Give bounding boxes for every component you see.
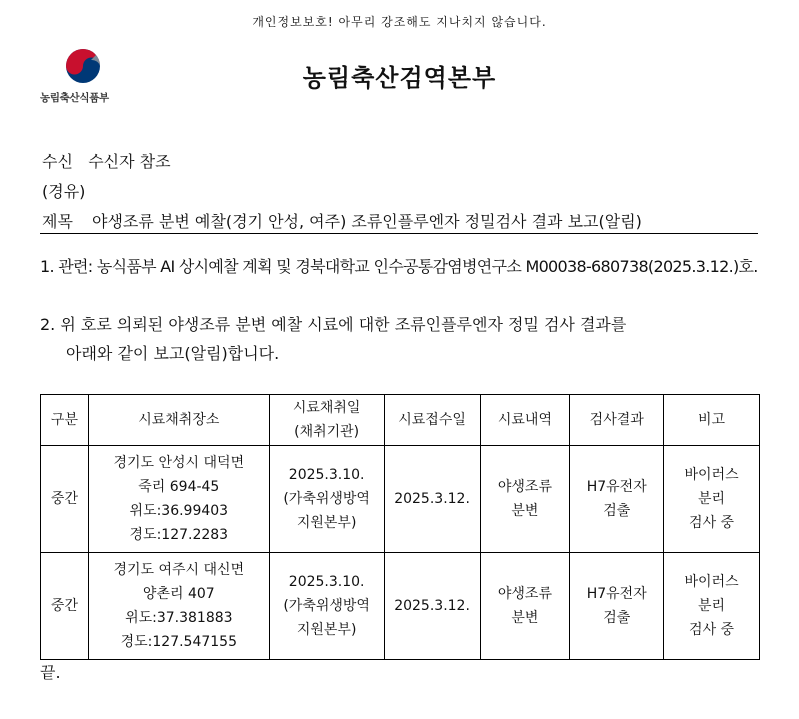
longitude: 경도:127.2283 bbox=[129, 527, 229, 543]
location-line: 경기도 여주시 대신면 bbox=[113, 562, 245, 578]
note-line: 바이러스 bbox=[684, 467, 739, 483]
header-received: 시료접수일 bbox=[384, 395, 480, 446]
note-line: 분리 bbox=[698, 598, 726, 614]
result-table bbox=[40, 394, 760, 660]
cell-location bbox=[88, 446, 269, 553]
header-date bbox=[269, 395, 384, 446]
recipient-label: 수신 bbox=[42, 152, 73, 171]
sample-line: 분변 bbox=[511, 610, 539, 626]
note-line: 바이러스 bbox=[684, 574, 739, 590]
table-row bbox=[41, 446, 760, 553]
latitude: 위도:36.99403 bbox=[129, 503, 229, 519]
agency-line: (가축위생방역 bbox=[283, 598, 370, 614]
result-paragraph bbox=[40, 310, 770, 368]
cell-result bbox=[570, 553, 664, 660]
cell-date bbox=[269, 553, 384, 660]
cell-sample bbox=[480, 553, 570, 660]
table-header-row bbox=[41, 395, 760, 446]
agency-line: 지원본부) bbox=[296, 515, 357, 531]
subject-line bbox=[42, 209, 642, 232]
result-paragraph-line2: 아래와 같이 보고(알림)합니다. bbox=[66, 344, 280, 363]
note-line: 검사 중 bbox=[689, 622, 735, 638]
cell-category: 중간 bbox=[41, 446, 89, 553]
subject-value: 야생조류 분변 예찰(경기 안성, 여주) 조류인플루엔자 정밀검사 결과 보고(알림) bbox=[92, 212, 642, 231]
table-row bbox=[41, 553, 760, 660]
sample-line: 분변 bbox=[511, 503, 539, 519]
date-line: 2025.3.10. bbox=[288, 574, 365, 590]
result-line: H7유전자 bbox=[586, 586, 647, 602]
header-date-line2: (채취기관) bbox=[294, 424, 360, 440]
recipient-line bbox=[42, 149, 171, 172]
agency-line: 지원본부) bbox=[296, 622, 357, 638]
location-line: 죽리 694-45 bbox=[138, 479, 220, 495]
sample-line: 야생조류 bbox=[497, 479, 552, 495]
agency-line: (가축위생방역 bbox=[283, 491, 370, 507]
note-line: 검사 중 bbox=[689, 515, 735, 531]
sample-line: 야생조류 bbox=[497, 586, 552, 602]
subject-label: 제목 bbox=[42, 212, 73, 231]
result-line: 검출 bbox=[603, 503, 631, 519]
header-category: 구분 bbox=[41, 395, 89, 446]
cell-received: 2025.3.12. bbox=[384, 553, 480, 660]
result-paragraph-line1: 2. 위 호로 의뢰된 야생조류 분변 예찰 시료에 대한 조류인플루엔자 정밀 검사 결과를 bbox=[40, 315, 627, 334]
cell-date bbox=[269, 446, 384, 553]
location-line: 양촌리 407 bbox=[142, 586, 215, 602]
cell-location bbox=[88, 553, 269, 660]
cell-sample bbox=[480, 446, 570, 553]
header-date-line1: 시료채취일 bbox=[292, 400, 361, 416]
location-line: 경기도 안성시 대덕면 bbox=[113, 455, 245, 471]
note-line: 분리 bbox=[698, 491, 726, 507]
cell-result bbox=[570, 446, 664, 553]
logo-text: 농림축산식품부 bbox=[40, 92, 109, 104]
header-note: 비고 bbox=[664, 395, 760, 446]
cell-received: 2025.3.12. bbox=[384, 446, 480, 553]
cell-category: 중간 bbox=[41, 553, 89, 660]
recipient-value: 수신자 참조 bbox=[88, 152, 171, 171]
latitude: 위도:37.381883 bbox=[125, 610, 233, 626]
longitude: 경도:127.547155 bbox=[120, 634, 237, 650]
result-line: 검출 bbox=[603, 610, 631, 626]
result-line: H7유전자 bbox=[586, 479, 647, 495]
header-result: 검사결과 bbox=[570, 395, 664, 446]
related-paragraph: 1. 관련: 농식품부 AI 상시예찰 계획 및 경북대학교 인수공통감염병연구소 M00038-680738(2025.3.12.)호. bbox=[40, 257, 758, 276]
header-sample: 시료내역 bbox=[480, 395, 570, 446]
via-line: (경유) bbox=[42, 182, 86, 201]
org-title: 농림축산검역본부 bbox=[302, 64, 497, 92]
end-mark: 끝. bbox=[40, 663, 61, 682]
cell-note bbox=[664, 446, 760, 553]
date-line: 2025.3.10. bbox=[288, 467, 365, 483]
header-location: 시료채취장소 bbox=[88, 395, 269, 446]
subject-divider bbox=[40, 233, 758, 234]
cell-note bbox=[664, 553, 760, 660]
privacy-notice: 개인정보보호! 아무리 강조해도 지나치지 않습니다. bbox=[252, 15, 547, 29]
